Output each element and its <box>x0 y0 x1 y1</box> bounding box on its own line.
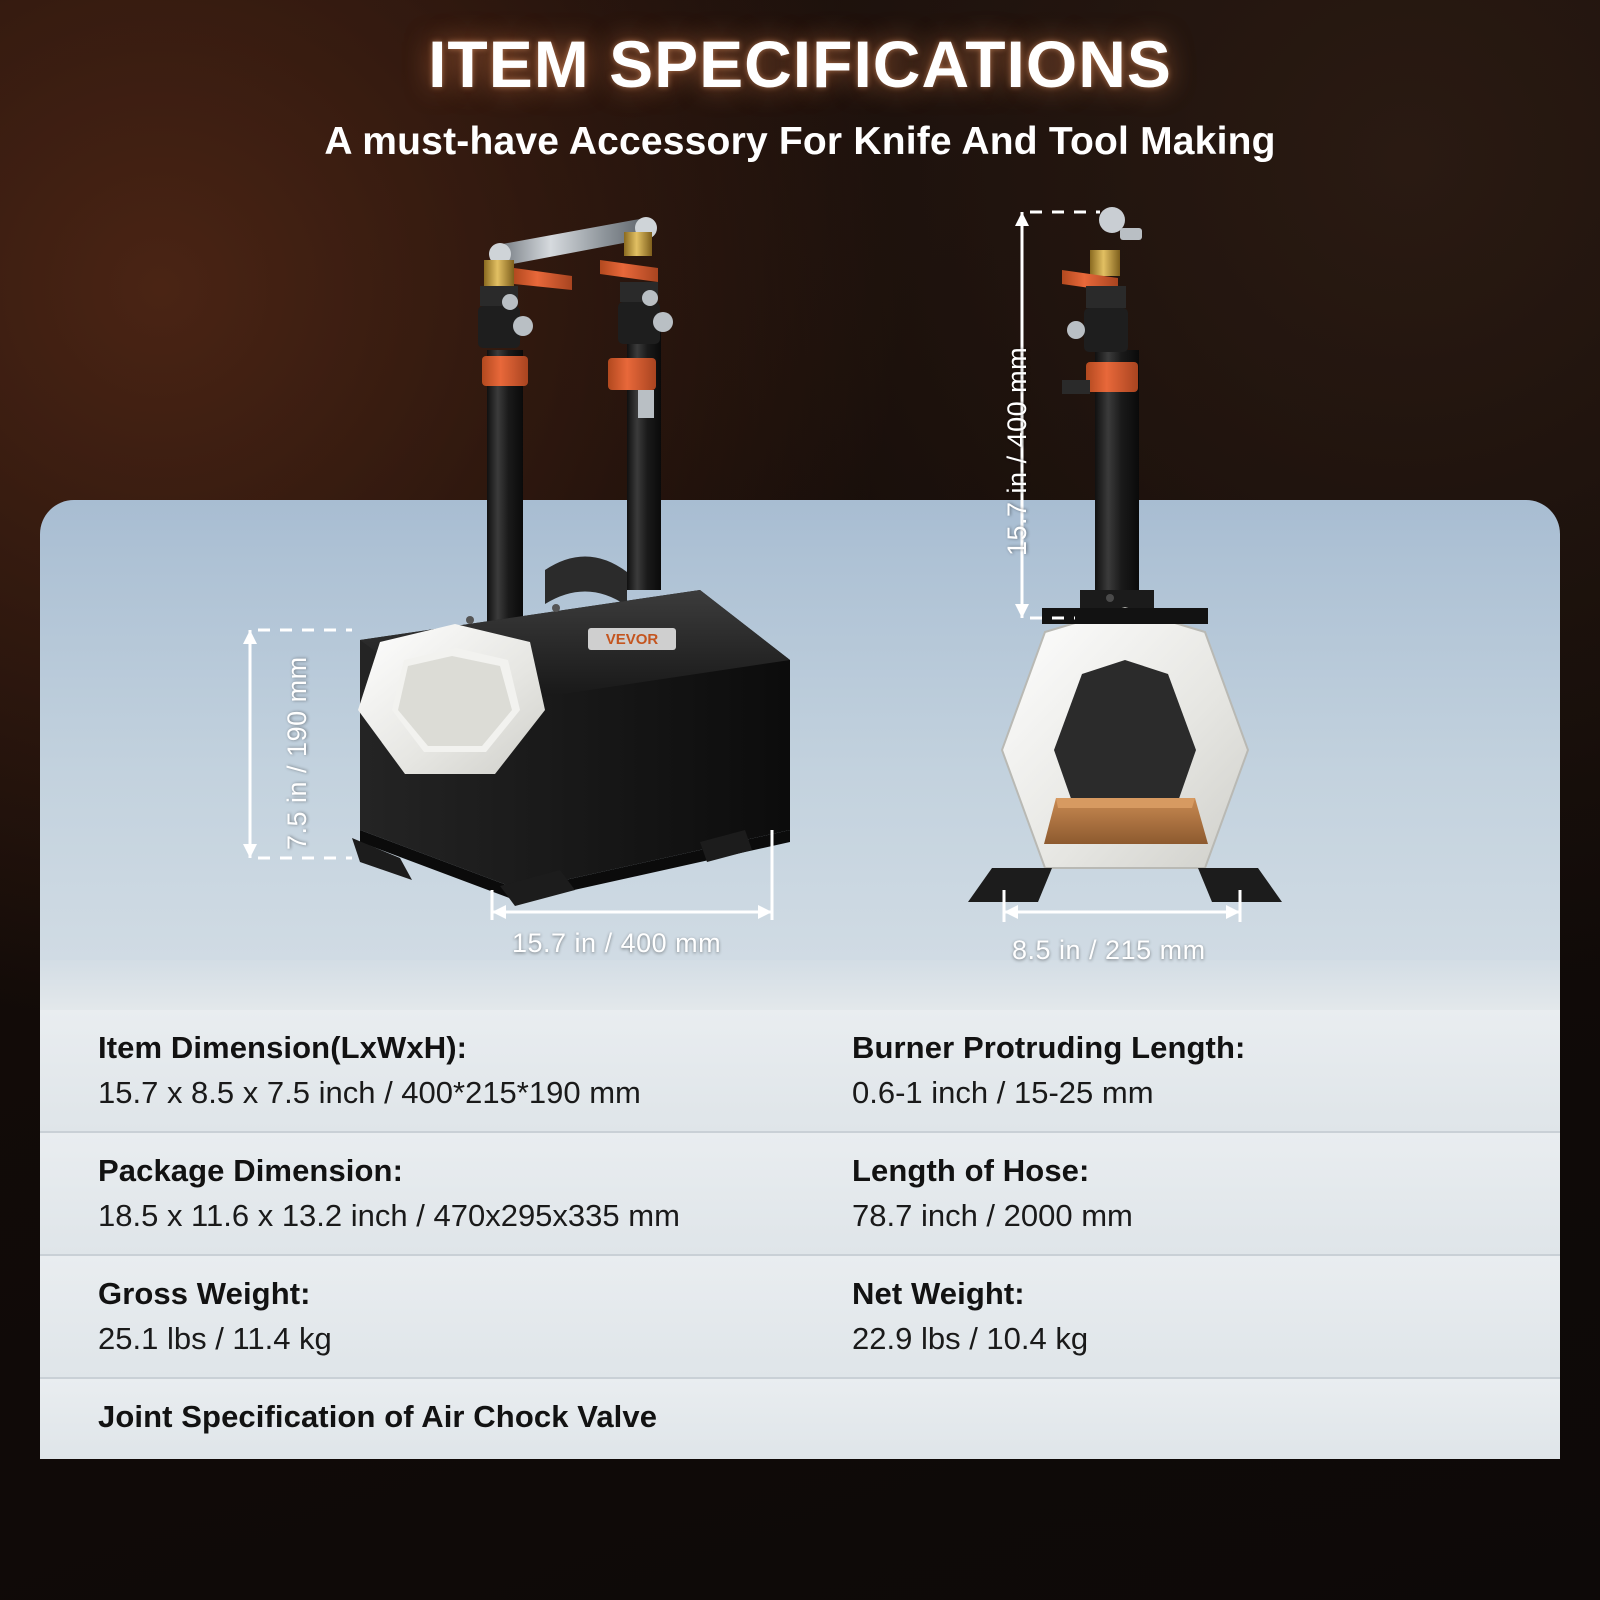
spec-cell-package-dimension <box>40 1133 800 1254</box>
spec-label: Item Dimension(LxWxH): <box>98 1030 468 1065</box>
product-illustration <box>0 190 1600 1010</box>
spec-label: Length of Hose: <box>852 1153 1090 1188</box>
spec-label: Package Dimension: <box>98 1153 404 1188</box>
page-subtitle: A must-have Accessory For Knife And Tool Making <box>324 120 1276 163</box>
spec-label: Joint Specification of Air Chock Valve <box>98 1399 658 1434</box>
spec-cell-joint-specification <box>40 1379 1560 1459</box>
header <box>0 0 1600 164</box>
brand-logo: VEVOR <box>605 631 659 648</box>
spec-value: 25.1 lbs / 11.4 kg <box>98 1321 332 1356</box>
table-row <box>40 1010 1560 1131</box>
spec-cell-length-of-hose <box>800 1133 1560 1254</box>
spec-cell-gross-weight <box>40 1256 800 1377</box>
table-row <box>40 1377 1560 1459</box>
specifications-table <box>40 1010 1560 1459</box>
table-row <box>40 1254 1560 1377</box>
dimension-left-length: 15.7 in / 400 mm <box>512 928 722 958</box>
spec-label: Net Weight: <box>852 1276 1025 1311</box>
spec-value: 18.5 x 11.6 x 13.2 inch / 470x295x335 mm <box>98 1198 680 1233</box>
dimension-left-height: 7.5 in / 190 mm <box>282 656 312 850</box>
spec-value: 78.7 inch / 2000 mm <box>852 1198 1133 1233</box>
dimension-right-burner-height: 15.7 in / 400 mm <box>1002 346 1032 556</box>
spec-cell-item-dimension <box>40 1010 800 1131</box>
spec-cell-net-weight <box>800 1256 1560 1377</box>
spec-value: 0.6-1 inch / 15-25 mm <box>852 1075 1154 1110</box>
spec-cell-burner-protruding-length <box>800 1010 1560 1131</box>
spec-label: Burner Protruding Length: <box>852 1030 1246 1065</box>
spec-label: Gross Weight: <box>98 1276 311 1311</box>
dimension-right-width: 8.5 in / 215 mm <box>1012 935 1206 965</box>
table-row <box>40 1131 1560 1254</box>
spec-value: 15.7 x 8.5 x 7.5 inch / 400*215*190 mm <box>98 1075 641 1110</box>
spec-value: 22.9 lbs / 10.4 kg <box>852 1321 1089 1356</box>
page-title: ITEM SPECIFICATIONS <box>428 27 1172 101</box>
